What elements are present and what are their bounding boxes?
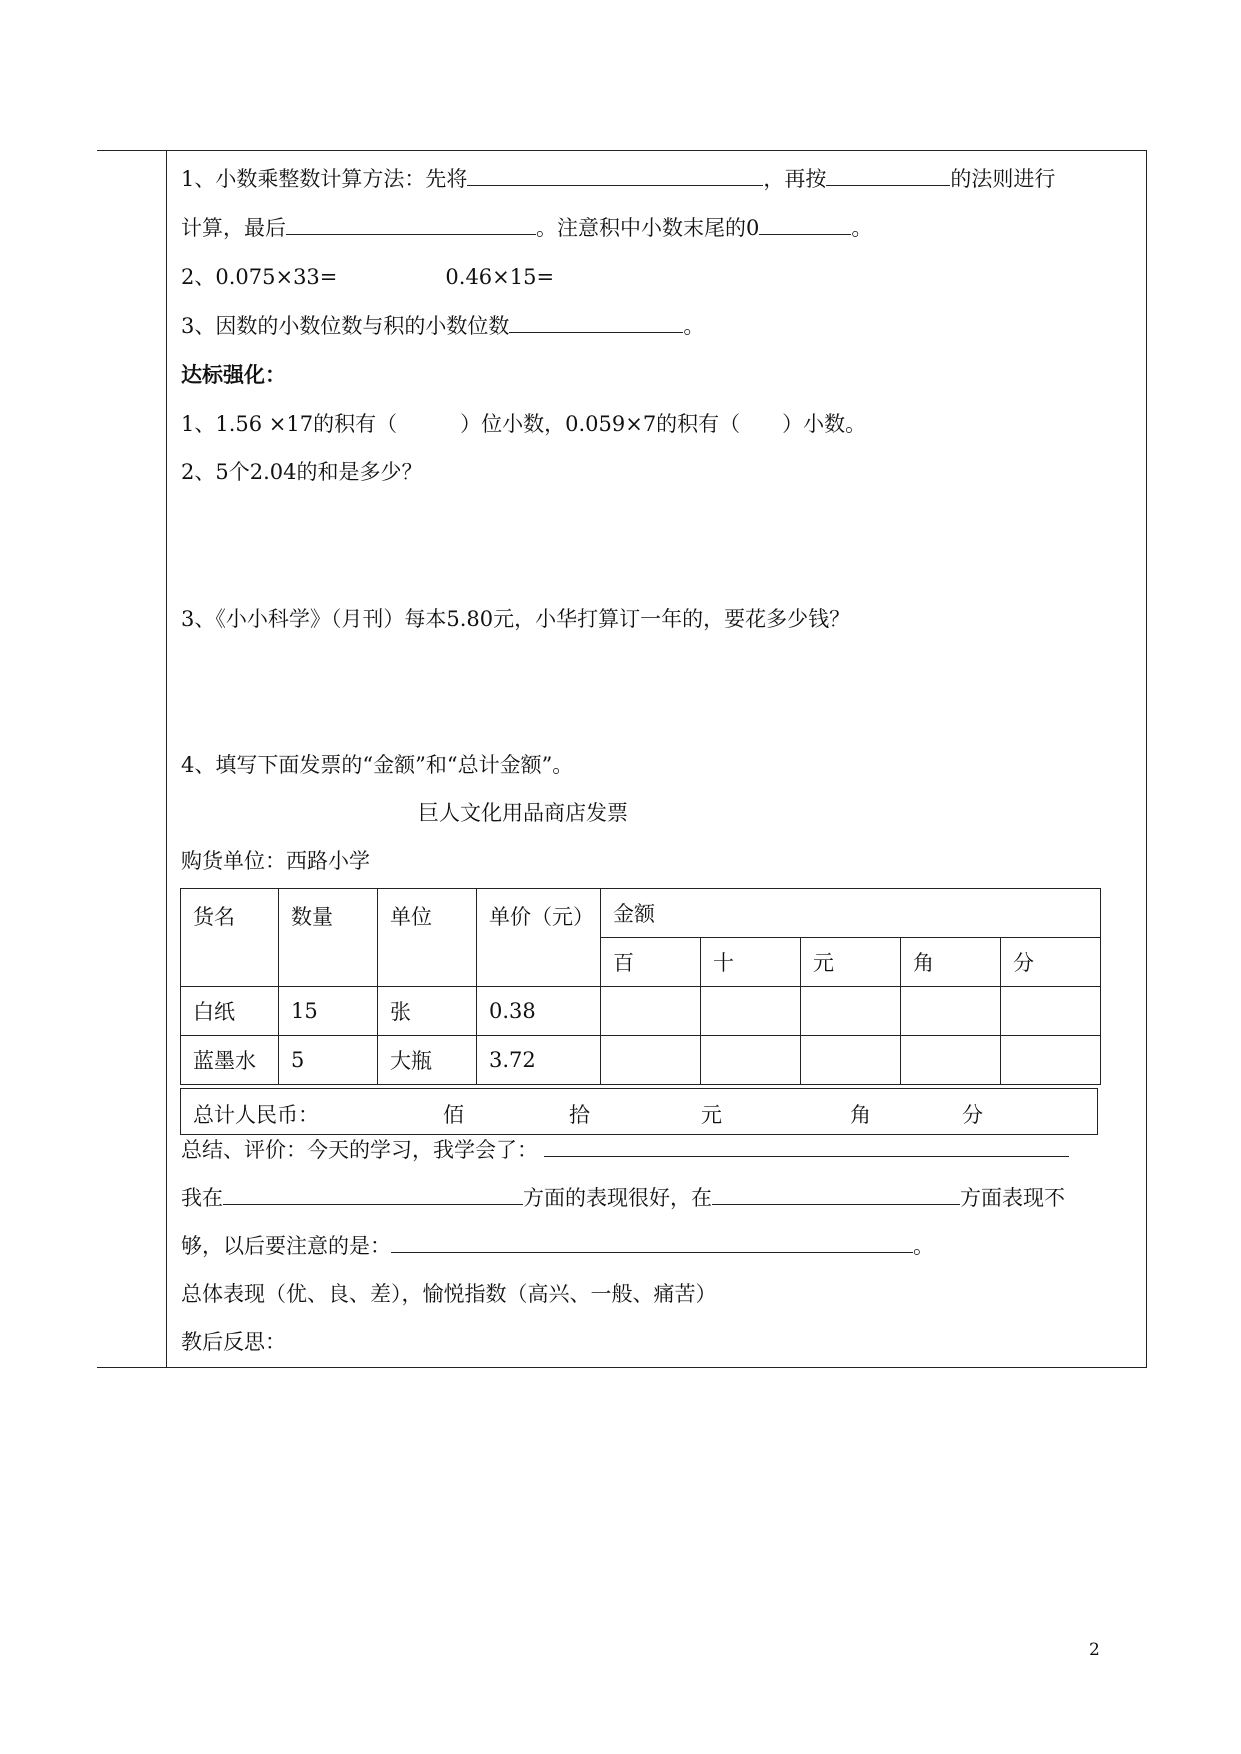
summary-text: 够，以后要注意的是： [181, 1234, 391, 1258]
practice-question-2: 2、5个2.04的和是多少？ [181, 460, 423, 484]
frame-bottom-line [97, 1367, 1147, 1368]
row-goods-name: 蓝墨水 [181, 1036, 279, 1085]
row-unit: 大瓶 [378, 1036, 477, 1085]
row-quantity: 15 [279, 987, 378, 1036]
q1-blank-2[interactable] [826, 163, 950, 186]
practice-question-4: 4、填写下面发票的“金额”和“总计金额”。 [181, 753, 574, 777]
frame-right-border [1146, 150, 1147, 1368]
summary-blank-good[interactable] [223, 1182, 523, 1205]
subheader-fen: 分 [1001, 938, 1101, 987]
question-3 [181, 310, 704, 340]
practice-question-3: 3、《小小科学》（月刊）每本5.80元，小华打算订一年的，要花多少钱？ [181, 607, 851, 631]
summary-reflection: 教后反思： [181, 1330, 286, 1354]
summary-line-3 [181, 1230, 934, 1260]
amount-cell-fen[interactable] [1001, 1036, 1101, 1085]
summary-line-2 [181, 1182, 1065, 1212]
summary-blank-attention[interactable] [391, 1230, 913, 1253]
subheader-jiao: 角 [901, 938, 1001, 987]
row-unit-price: 0.38 [477, 987, 601, 1036]
frame-top-line [97, 150, 1147, 151]
practice-heading: 达标强化： [181, 363, 286, 387]
q1-blank-1[interactable] [467, 163, 763, 186]
row-goods-name: 白纸 [181, 987, 279, 1036]
invoice-table [180, 888, 1101, 1085]
total-unit-bai: 佰 [443, 1103, 464, 1127]
q3-text: 3、因数的小数位数与积的小数位数 [181, 314, 510, 338]
q1-text-e: 。注意积中小数末尾的0 [536, 216, 760, 240]
amount-cell-yuan[interactable] [801, 1036, 901, 1085]
frame-left-divider [166, 150, 167, 1368]
q1-text-b: ，再按 [763, 167, 827, 191]
practice-question-1: 1、1.56 ×17的积有（ ）位小数，0.059×7的积有（ ）小数。 [181, 412, 867, 436]
row-quantity: 5 [279, 1036, 378, 1085]
summary-blank-learned[interactable] [544, 1134, 1069, 1157]
q1-text-a: 1、小数乘整数计算方法：先将 [181, 167, 468, 191]
summary-line-1 [181, 1134, 1069, 1164]
header-quantity: 数量 [279, 889, 378, 987]
amount-cell-hundreds[interactable] [601, 1036, 701, 1085]
summary-overall: 总体表现（优、良、差），愉悦指数（高兴、一般、痛苦） [181, 1282, 717, 1306]
summary-blank-weak[interactable] [712, 1182, 960, 1205]
question-1-line-1 [181, 163, 1055, 193]
summary-text: 方面的表现很好，在 [523, 1186, 712, 1210]
total-unit-shi: 拾 [569, 1103, 590, 1127]
header-unit-price: 单价（元） [477, 889, 601, 987]
amount-cell-yuan[interactable] [801, 987, 901, 1036]
total-unit-yuan: 元 [701, 1103, 722, 1127]
q1-text-d: 计算，最后 [181, 216, 286, 240]
header-unit: 单位 [378, 889, 477, 987]
amount-cell-hundreds[interactable] [601, 987, 701, 1036]
q3-blank[interactable] [509, 310, 683, 333]
q1-text-f: 。 [851, 216, 873, 240]
q2-calc-1: 2、0.075×33= [181, 265, 338, 289]
total-unit-fen: 分 [962, 1103, 983, 1127]
amount-cell-tens[interactable] [701, 987, 801, 1036]
q1-blank-4[interactable] [759, 212, 851, 235]
amount-cell-tens[interactable] [701, 1036, 801, 1085]
amount-cell-jiao[interactable] [901, 1036, 1001, 1085]
subheader-tens: 十 [701, 938, 801, 987]
total-unit-jiao: 角 [850, 1103, 871, 1127]
amount-cell-jiao[interactable] [901, 987, 1001, 1036]
invoice-buyer: 购货单位：西路小学 [181, 849, 370, 873]
summary-text: 我在 [181, 1186, 223, 1210]
q1-blank-3[interactable] [286, 212, 536, 235]
summary-text: 总结、评价：今天的学习，我学会了： [181, 1138, 538, 1162]
q1-text-c: 的法则进行 [950, 167, 1056, 191]
row-unit: 张 [378, 987, 477, 1036]
question-2 [181, 261, 554, 291]
invoice-total-row[interactable] [180, 1088, 1098, 1135]
summary-text: 方面表现不 [960, 1186, 1065, 1210]
question-1-line-2 [181, 212, 872, 242]
table-row [181, 1036, 1101, 1085]
amount-cell-fen[interactable] [1001, 987, 1101, 1036]
summary-text: 。 [913, 1234, 934, 1258]
q3-end: 。 [683, 314, 705, 338]
header-amount: 金额 [601, 889, 1101, 938]
invoice-title: 巨人文化用品商店发票 [418, 801, 628, 825]
q2-calc-2: 0.46×15= [445, 265, 555, 289]
header-goods-name: 货名 [181, 889, 279, 987]
table-row [181, 987, 1101, 1036]
invoice-header-row [181, 889, 1101, 938]
subheader-hundreds: 百 [601, 938, 701, 987]
subheader-yuan: 元 [801, 938, 901, 987]
page-number: 2 [1089, 1640, 1100, 1660]
total-label: 总计人民币： [193, 1103, 319, 1127]
row-unit-price: 3.72 [477, 1036, 601, 1085]
